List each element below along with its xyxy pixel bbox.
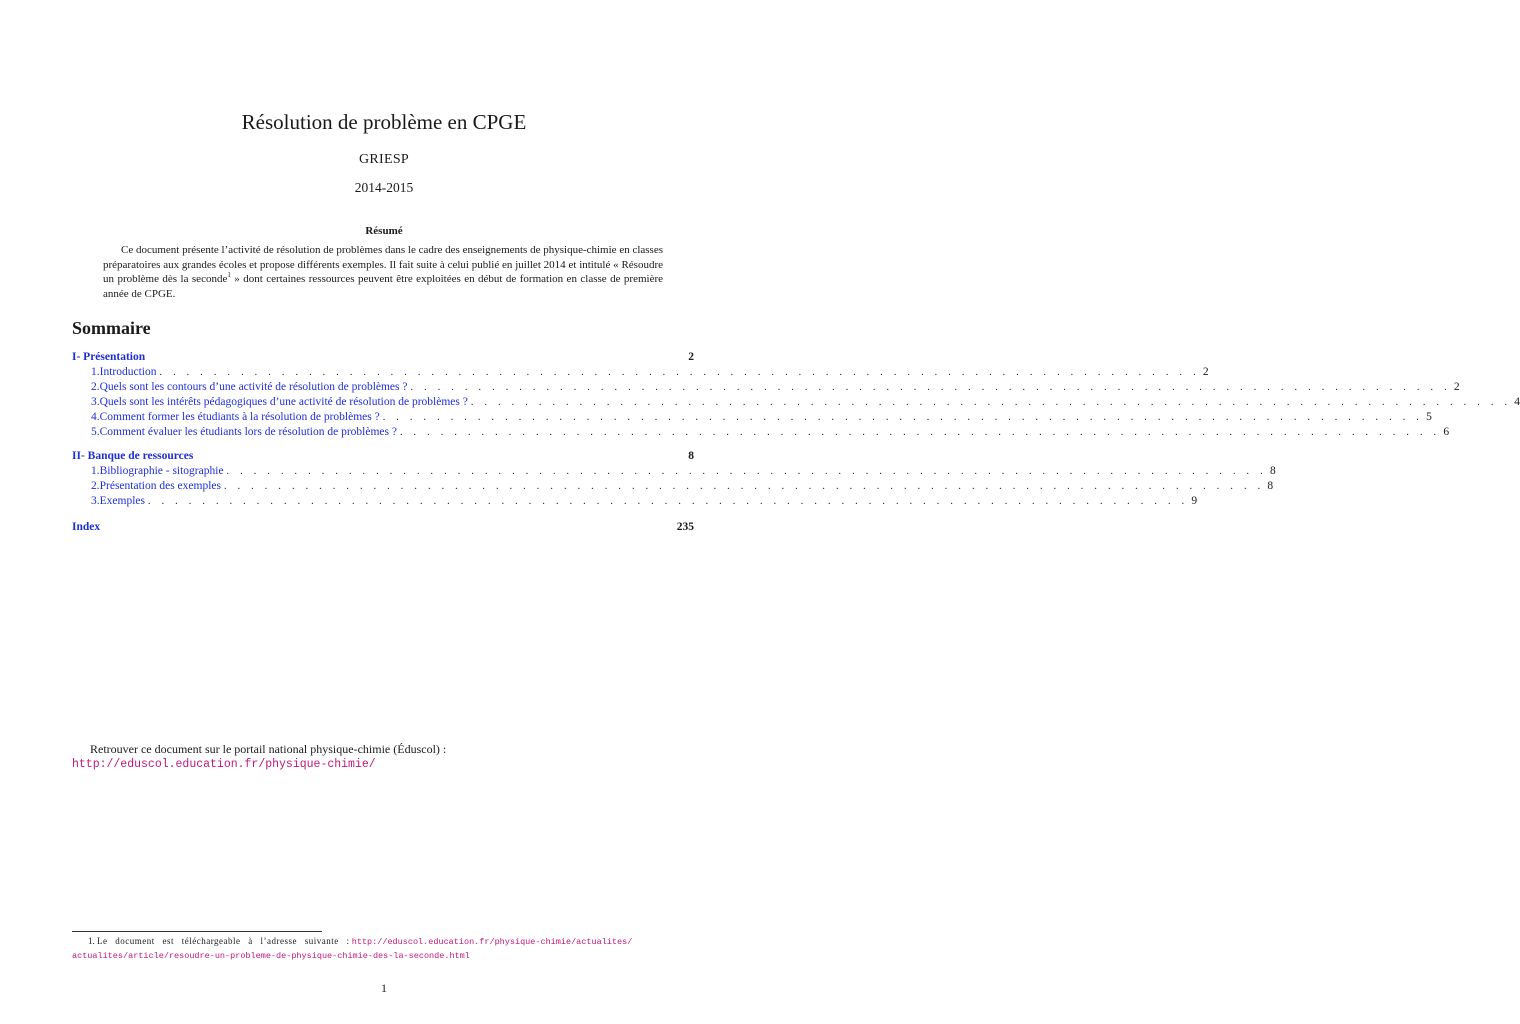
toc-item-number: 3. (91, 495, 100, 507)
toc-leader-dots: . . . . . . . . . . . . . . . . . . . . . . . . . . . . . . . . . . . . . . . . . . . . . . . . . . . . . . . . . . . . . . . . . . . . . . . . . . . . . (399, 427, 1441, 438)
document-date: 2014-2015 (354, 180, 414, 195)
document-title: Résolution de problème en CPGE (241, 110, 527, 134)
footnote-text: Le document est téléchargeable à l’adresse suivante : (97, 936, 350, 946)
toc-item-number: 1. (91, 366, 100, 378)
abstract-title: Résumé (365, 225, 403, 237)
toc-item-label[interactable]: Introduction (99, 366, 157, 378)
toc-item-label[interactable]: Comment former les étudiants à la résolution de problèmes ? (99, 411, 380, 423)
toc-item-interets[interactable] (72, 395, 1520, 410)
toc-page-number: 9 (1191, 495, 1198, 507)
toc-item-former[interactable] (72, 410, 1432, 425)
page-number: 1 (381, 981, 387, 995)
toc-item-number: 2. (91, 480, 100, 492)
toc-heading: Sommaire (72, 318, 151, 338)
toc-item-number: 2. (91, 381, 100, 393)
toc-page-number: 2 (1453, 381, 1460, 393)
toc-section-label[interactable]: Index (72, 521, 101, 533)
toc-leader-dots: . . . . . . . . . . . . . . . . . . . . . . . . . . . . . . . . . . . . . . . . . . . . . . . . . . . . . . . . . . . . . . . . . . . . . . . . . . . . . (159, 367, 1200, 378)
toc-page-number: 2 (1202, 366, 1209, 378)
toc-page-number: 2 (688, 351, 694, 363)
toc-item-presentation-exemples[interactable] (72, 479, 1274, 494)
footnote (72, 935, 697, 963)
toc-item-contours[interactable] (72, 380, 1460, 395)
eduscol-note: Retrouver ce document sur le portail national physique-chimie (Éduscol) : (90, 742, 447, 756)
abstract-text (103, 243, 663, 301)
toc-section-banque[interactable] (72, 449, 694, 464)
abstract-part-1: Ce document présente l’activité de résolution de problèmes dans le cadre des enseignements de physique-chimie en classes préparatoires aux grandes écoles et propose différents exemples. Il fait suite à celui publié en juillet 2014 et intitulé « Résoudre un problème dès la seconde (103, 244, 663, 285)
toc-page-number: 235 (676, 521, 694, 533)
toc-leader-dots: . . . . . . . . . . . . . . . . . . . . . . . . . . . . . . . . . . . . . . . . . . . . . . . . . . . . . . . . . . . . . . . . . . . . . . . . . . . . . (223, 481, 1265, 492)
toc-page-number: 8 (1267, 480, 1274, 492)
toc-item-number: 3. (91, 396, 100, 408)
toc-section-label[interactable]: II- Banque de ressources (72, 450, 194, 462)
toc-page-number: 4 (1514, 396, 1520, 408)
toc-item-number: 4. (91, 411, 100, 423)
toc-section-index[interactable] (72, 520, 694, 535)
footnote-rule (72, 931, 322, 932)
toc-item-number: 5. (91, 426, 100, 438)
footnote-link[interactable]: http://eduscol.education.fr/physique-chimie/actualites/ (351, 937, 633, 947)
toc-item-exemples[interactable] (72, 494, 1198, 509)
toc-spacer (72, 440, 694, 449)
toc-leader-dots: . . . . . . . . . . . . . . . . . . . . . . . . . . . . . . . . . . . . . . . . . . . . . . . . . . . . . . . . . . . . . . . . . . . . . . . . . . . . . (147, 496, 1189, 507)
footnote-mark: 1. (88, 936, 95, 946)
toc-item-introduction[interactable] (72, 365, 1209, 380)
footnote-mark-link[interactable]: 1 (227, 271, 231, 279)
toc-leader-dots: . . . . . . . . . . . . . . . . . . . . . . . . . . . . . . . . . . . . . . . . . . . . . . . . . . . . . . . . . . . . . . . . . . . . . . . . . . . . . (382, 412, 1424, 423)
toc-spacer (72, 509, 694, 520)
toc-page-number: 8 (688, 450, 694, 462)
toc-item-bibliographie[interactable] (72, 464, 1276, 479)
toc-section-label[interactable]: I- Présentation (72, 351, 146, 363)
toc-item-label[interactable]: Bibliographie - sitographie (99, 465, 224, 477)
eduscol-link[interactable]: http://eduscol.education.fr/physique-chimie/ (72, 758, 376, 771)
toc-page-number: 6 (1443, 426, 1450, 438)
toc-page-number: 5 (1426, 411, 1432, 423)
document-author: GRIESP (358, 152, 410, 167)
toc-page-number: 8 (1269, 465, 1276, 477)
toc-item-number: 1. (91, 465, 100, 477)
toc-section-presentation[interactable] (72, 350, 694, 365)
toc-item-label[interactable]: Présentation des exemples (99, 480, 221, 492)
toc-item-evaluer[interactable] (72, 425, 1450, 440)
abstract-part-2: » dont certaines ressources peuvent être exploitées en début de formation en classe de première année de CPGE. (103, 273, 663, 300)
toc-leader-dots: . . . . . . . . . . . . . . . . . . . . . . . . . . . . . . . . . . . . . . . . . . . . . . . . . . . . . . . . . . . . . . . . . . . . . . . . . . . . . (470, 397, 1512, 408)
table-of-contents (72, 350, 1520, 535)
toc-leader-dots: . . . . . . . . . . . . . . . . . . . . . . . . . . . . . . . . . . . . . . . . . . . . . . . . . . . . . . . . . . . . . . . . . . . . . . . . . . . . . (226, 466, 1267, 477)
toc-item-label[interactable]: Exemples (99, 495, 145, 507)
toc-leader-dots: . . . . . . . . . . . . . . . . . . . . . . . . . . . . . . . . . . . . . . . . . . . . . . . . . . . . . . . . . . . . . . . . . . . . . . . . . . . . . (410, 382, 1451, 393)
footnote-link-continued[interactable]: actualites/article/resoudre-un-probleme-de-physique-chimie-des-la-seconde.html (72, 951, 470, 961)
toc-item-label[interactable]: Quels sont les intérêts pédagogiques d’une activité de résolution de problèmes ? (99, 396, 468, 408)
toc-item-label[interactable]: Quels sont les contours d’une activité de résolution de problèmes ? (99, 381, 408, 393)
toc-item-label[interactable]: Comment évaluer les étudiants lors de résolution de problèmes ? (99, 426, 397, 438)
